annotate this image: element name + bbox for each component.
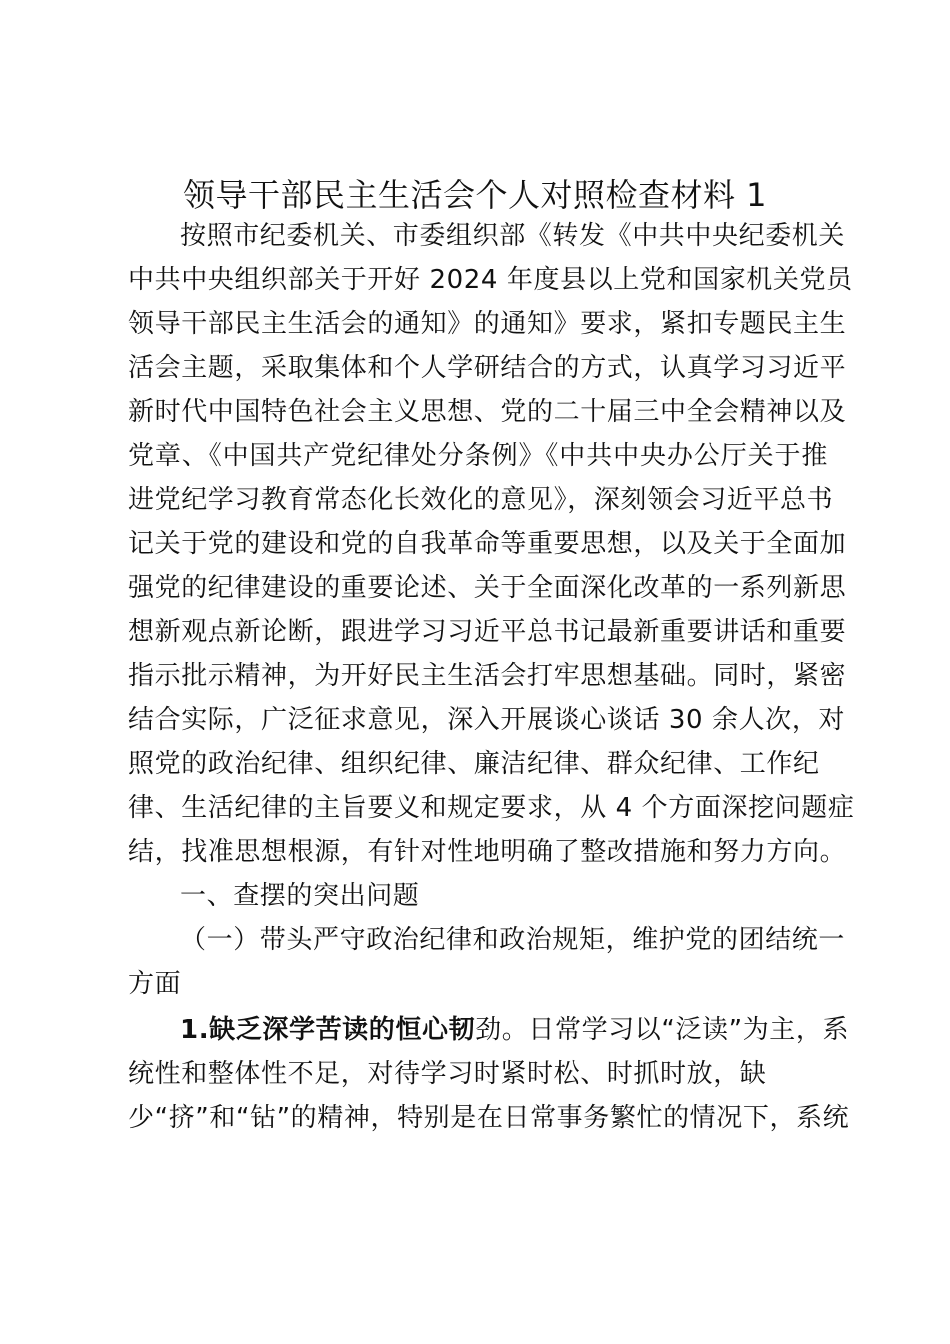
document-title: 领导干部民主生活会个人对照检查材料 1 [182, 176, 768, 214]
paragraph-line: 结合实际，广泛征求意见，深入开展谈心谈话 30 余人次，对 [128, 705, 846, 735]
section-heading: 一、查摆的突出问题 [180, 881, 420, 911]
paragraph-line: 指示批示精神，为开好民主生活会打牢思想基础。同时，紧密 [128, 661, 847, 691]
paragraph-line: 中共中央组织部关于开好 2024 年度县以上党和国家机关党员 [128, 265, 853, 295]
paragraph-line: 进党纪学习教育常态化长效化的意见》，深刻领会习近平总书 [128, 485, 834, 515]
item-title-bold: 1.缺乏深学苦读的恒心韧 [180, 1015, 476, 1045]
item-line [180, 1008, 880, 1052]
item-text: 劲。日常学习以“泛读”为主，系 [475, 1015, 850, 1045]
paragraph-line: 强党的纪律建设的重要论述、关于全面深化改革的一系列新思 [128, 573, 847, 603]
paragraph-line: 律、生活纪律的主旨要义和规定要求，从 4 个方面深挖问题症 [128, 793, 855, 823]
paragraph-line: 想新观点新论断，跟进学习习近平总书记最新重要讲话和重要 [128, 617, 847, 647]
paragraph-line: 照党的政治纪律、组织纪律、廉洁纪律、群众纪律、工作纪 [128, 749, 820, 779]
subsection-heading-continued: 方面 [128, 969, 182, 999]
paragraph-line: 按照市纪委机关、市委组织部《转发《中共中央纪委机关 [180, 221, 846, 251]
item-line: 少“挤”和“钻”的精神，特别是在日常事务繁忙的情况下，系统 [128, 1103, 850, 1133]
paragraph-line: 结，找准思想根源，有针对性地明确了整改措施和努力方向。 [128, 837, 847, 867]
paragraph-line: 活会主题，采取集体和个人学研结合的方式，认真学习习近平 [128, 353, 847, 383]
subsection-heading: （一）带头严守政治纪律和政治规矩，维护党的团结统一 [180, 925, 846, 955]
item-line: 统性和整体性不足，对待学习时紧时松、时抓时放，缺 [128, 1059, 767, 1089]
paragraph-line: 领导干部民主生活会的通知》的通知》要求，紧扣专题民主生 [128, 309, 847, 339]
paragraph-line: 新时代中国特色社会主义思想、党的二十届三中全会精神以及 [128, 397, 847, 427]
paragraph-line: 记关于党的建设和党的自我革命等重要思想，以及关于全面加 [128, 529, 847, 559]
paragraph-line: 党章、《中国共产党纪律处分条例》《中共中央办公厅关于推 [128, 441, 828, 471]
